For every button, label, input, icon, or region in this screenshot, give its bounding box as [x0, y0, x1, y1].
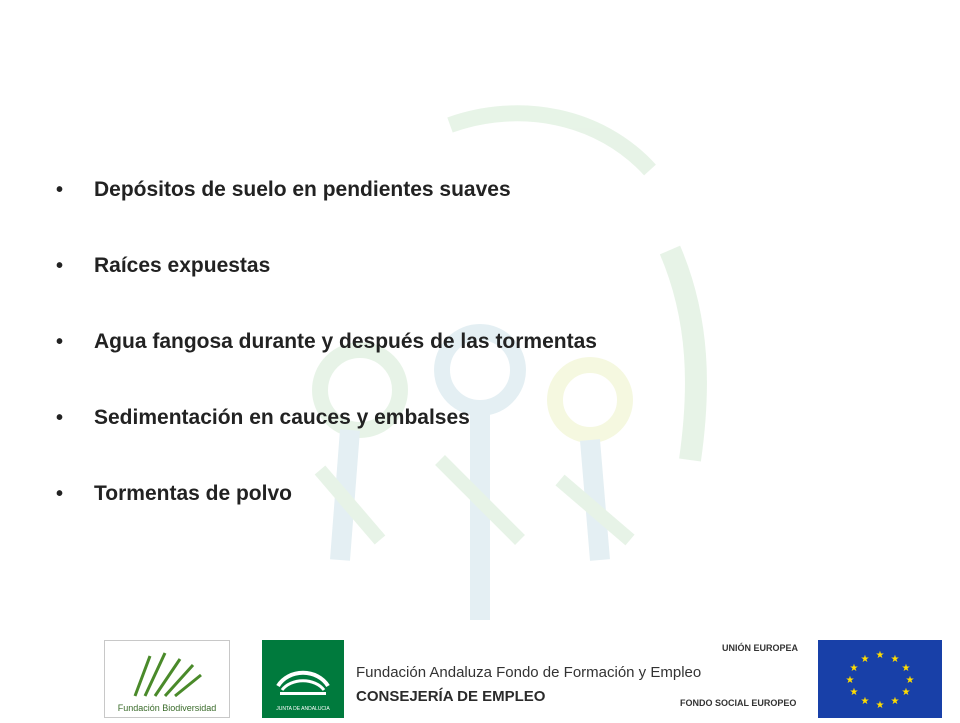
svg-text:★: ★: [875, 650, 885, 661]
fafe-title: Fundación Andaluza Fondo de Formación y Empleo: [356, 664, 702, 681]
bullet-dot: •: [56, 254, 64, 277]
consejeria-empleo: CONSEJERÍA DE EMPLEO: [356, 688, 546, 705]
junta-andalucia-logo: [262, 640, 344, 718]
logo-caption: JUNTA DE ANDALUCIA: [276, 706, 330, 712]
svg-text:★: ★: [875, 700, 885, 711]
bullet-list: [56, 170, 597, 550]
bullet-text: Raíces expuestas: [94, 254, 271, 277]
svg-text:★: ★: [845, 675, 855, 686]
list-item: [56, 322, 597, 362]
grass-icon: [105, 641, 229, 701]
ue-label: UNIÓN EUROPEA: [722, 643, 799, 653]
svg-text:★: ★: [849, 687, 859, 698]
list-item: [56, 246, 597, 286]
logo-caption: Fundación Biodiversidad: [117, 703, 217, 713]
fse-label: FONDO SOCIAL EUROPEO: [680, 698, 797, 708]
bullet-text: Tormentas de polvo: [94, 482, 292, 505]
bullet-text: Depósitos de suelo en pendientes suaves: [94, 178, 511, 201]
list-item: [56, 398, 597, 438]
bullet-text: Agua fangosa durante y después de las tormentas: [94, 330, 597, 353]
eu-flag-icon: [818, 640, 942, 718]
fundacion-biodiversidad-logo: [104, 640, 230, 718]
svg-text:★: ★: [849, 663, 859, 674]
bullet-dot: •: [56, 482, 64, 505]
svg-text:★: ★: [901, 663, 911, 674]
list-item: [56, 170, 597, 210]
bullet-text: Sedimentación en cauces y embalses: [94, 406, 470, 429]
svg-text:★: ★: [860, 696, 870, 707]
svg-text:★: ★: [860, 654, 870, 665]
svg-text:★: ★: [890, 696, 900, 707]
svg-text:★: ★: [905, 675, 915, 686]
bullet-dot: •: [56, 178, 64, 201]
list-item: [56, 474, 597, 514]
junta-emblem-icon: [262, 640, 344, 706]
bullet-dot: •: [56, 406, 64, 429]
svg-text:★: ★: [901, 687, 911, 698]
svg-text:★: ★: [890, 654, 900, 665]
bullet-dot: •: [56, 330, 64, 353]
